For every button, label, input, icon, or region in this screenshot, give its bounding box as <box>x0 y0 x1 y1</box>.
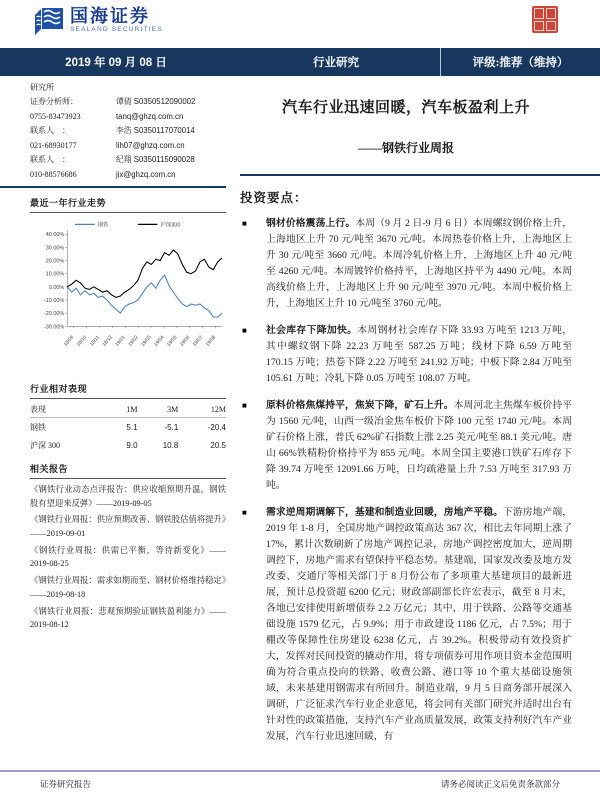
table-row <box>30 418 226 437</box>
bullet-body: 本周（9 月 2 日-9 月 6 日）本周螺纹钢价格上升，上海地区上升 70 元/吨至 3670 元/吨。本周热卷价格上升，上海地区上升 30 元/吨至 3660 元/吨。本周冷轧价格上升，上海地区上升 40 元/吨至 4260 元/吨。本周镀锌价格持平，上海地区持平为 4490 元/吨。本周高线价格上升，上海地区上升 90 元/吨至 3970 元/吨。本周中板价格上升，上海地区上升 10 元/吨至 3760 元/吨。 <box>266 218 572 309</box>
main-content <box>240 80 572 756</box>
contact-label: 证券分析师： <box>30 97 78 106</box>
contact-phone: 021-68930177 <box>30 140 77 150</box>
svg-text:20.00%: 20.00% <box>45 258 65 265</box>
bullet-text <box>266 398 572 494</box>
svg-text:19/02: 19/02 <box>128 335 140 348</box>
cell-value: 5.1 <box>126 422 138 432</box>
contact-email: jix@ghzq.com.cn <box>116 169 176 179</box>
cell-value: 20.5 <box>210 440 226 450</box>
report-type: 行业研究 <box>313 57 359 69</box>
bullet-item <box>240 216 572 312</box>
analyst-name-id: 谭倩 S0350512090002 <box>116 97 196 106</box>
svg-text:18/11: 18/11 <box>89 335 102 348</box>
bullet-item <box>240 505 572 745</box>
sealand-wave-logo-icon <box>34 7 64 42</box>
col-header: 1M <box>108 401 137 418</box>
svg-text:-30.00%: -30.00% <box>43 324 65 331</box>
table-header-row <box>30 401 226 418</box>
svg-text:18/12: 18/12 <box>102 335 114 348</box>
bullet-text <box>266 323 572 387</box>
table-row <box>30 436 226 454</box>
bullet-body: 下游房地产端，2019 年 1-8 月，全国房地产调控政策高达 367 次，相比去年同期上涨了 17%，累计次数刷新了房地产调控记录，房地产调控密度加大，逆周期调控下，房地产需求有望保持平稳态势。基建端，国家发改委及地方发改委、交通厅等相关部门于 8 月份公布了多项重大基建项目的最新进展，预计总投资超 6200 亿元；财政部副部长许宏表示，截至 8 月末，各地已安排使用新增债券 2.2 万亿元；其中，用于铁路、公路等交通基础设施 1579 亿元，占 9.9%；用于市政建设 1186 亿元，占 7.5%；用于棚改等保障性住房建设 6238 亿元，占 39.2%。积极带动有效投资扩大，发挥对民间投资的撬动作用，将专项债券可用作项目资本金范围明确为符合重点投向的铁路、收费公路、港口等 10 个重大基础设施领域，未来基建用钢需求有所回升。制造业端，9 月 5 日商务部开展深入调研，广泛征求汽车行业企业意见，将会同有关部门研究并适时出台有针对性的政策措施，支持汽车产业高质量发展，政策支持利好汽车产业发展，汽车行业迅速回暖，有 <box>266 507 573 742</box>
bullet-square-icon: ■ <box>242 219 247 228</box>
contact-row <box>30 168 226 183</box>
svg-text:19/01: 19/01 <box>115 335 127 348</box>
header-bar <box>0 48 600 76</box>
bullet-lead: 需求逆周期调解下，基建和制造业回暖，房地产平稳。 <box>266 507 503 518</box>
analyst-name-id: 纪翔 S0350115090028 <box>116 155 195 164</box>
brand-name-cn: 国海证券 <box>70 6 150 26</box>
contact-row <box>30 153 226 168</box>
column-gap <box>226 80 240 756</box>
report-list-item: 《钢铁行业周报：供需已平衡，等待新变化》——2019-08-25 <box>30 545 226 569</box>
bullet-lead: 社会库存下降加快。 <box>266 325 358 336</box>
svg-text:30.00%: 30.00% <box>45 245 65 252</box>
svg-text:40.00%: 40.00% <box>45 232 65 239</box>
brand-logo <box>34 7 163 42</box>
report-list-item: 《钢铁行业周报：需求如期而至、钢材价格维持稳定》——2019-08-18 <box>30 576 226 599</box>
bullet-square-icon: ■ <box>242 401 247 410</box>
page-title: 汽车行业迅速回暖，汽车板盈利上升 <box>281 100 530 116</box>
svg-text:19/07: 19/07 <box>192 335 205 348</box>
contact-label: 联系人 ： <box>30 155 70 164</box>
report-date: 2019 年 09 月 08 日 <box>65 57 167 69</box>
cell-value: -5.1 <box>164 422 179 432</box>
sidebar <box>30 80 226 756</box>
trend-chart <box>30 217 226 369</box>
reports-section-title: 相关报告 <box>30 464 69 474</box>
sidebar-navy-rule <box>0 186 226 188</box>
title-navy-rule <box>240 174 600 176</box>
svg-text:-10.00%: -10.00% <box>43 297 65 304</box>
svg-text:19/08: 19/08 <box>205 335 218 348</box>
contact-email: tanq@ghzq.com.cn <box>116 111 184 121</box>
svg-text:沪深300: 沪深300 <box>160 222 181 229</box>
section-rule <box>30 478 226 479</box>
contact-email: lih07@ghzq.com.cn <box>116 140 185 150</box>
contact-row <box>30 139 226 154</box>
svg-text:19/05: 19/05 <box>166 335 179 348</box>
brand-name-en: SEALAND SECURITIES <box>70 25 163 33</box>
contact-row <box>30 124 226 139</box>
page-subtitle: ——钢铁行业周报 <box>357 141 454 155</box>
contact-row <box>30 110 226 125</box>
perf-section-title: 行业相对表现 <box>30 384 88 394</box>
bullet-text <box>266 216 572 312</box>
analyst-name-id: 李浩 S0350117070014 <box>116 126 195 135</box>
bullet-item <box>240 398 572 494</box>
page-footer <box>0 770 600 800</box>
report-list-item: 《钢铁行业动态点评报告：供应收缩预期升温，钢铁股有望迎来反弹》——2019-09-05 <box>30 485 226 508</box>
svg-text:19/06: 19/06 <box>179 335 192 348</box>
bullet-text <box>266 505 572 745</box>
institute-label: 研究所 <box>30 83 54 92</box>
bullet-square-icon: ■ <box>242 326 247 335</box>
svg-text:钢铁: 钢铁 <box>97 222 109 229</box>
brand-name <box>70 7 163 33</box>
red-seal-icon <box>532 6 558 33</box>
footer-left-label: 证券研究报告 <box>40 778 92 789</box>
contact-phone: 010-88576686 <box>30 169 77 179</box>
row-label: 钢铁 <box>30 422 46 432</box>
report-list-item: 《钢铁行业周报：悲观预期验证钢铁盈利能力》——2019-08-12 <box>30 606 226 630</box>
section-rule <box>30 212 226 213</box>
svg-text:18/10: 18/10 <box>76 335 89 348</box>
chart-section-title: 最近一年行业走势 <box>30 198 107 208</box>
svg-text:19/04: 19/04 <box>153 335 166 348</box>
col-header: 12M <box>178 401 226 418</box>
section-rule <box>30 398 226 399</box>
investment-highlights-heading: 投资要点： <box>240 191 308 205</box>
contact-phone: 0755-83473923 <box>30 111 81 121</box>
cell-value: 9.0 <box>126 440 138 450</box>
relative-performance-table <box>30 401 226 454</box>
bullet-square-icon: ■ <box>242 508 247 517</box>
related-reports-list <box>30 483 226 632</box>
contact-label: 联系人 ： <box>30 126 70 135</box>
bullet-lead: 原料价格焦煤持平，焦炭下降，矿石上升。 <box>266 400 454 411</box>
bullet-lead: 钢材价格震荡上行。 <box>266 218 356 229</box>
svg-text:10.00%: 10.00% <box>45 271 65 278</box>
svg-text:-20.00%: -20.00% <box>43 311 65 318</box>
cell-value: -20.4 <box>207 422 226 432</box>
col-header: 表现 <box>30 401 108 418</box>
bullet-body: 本周河北主焦煤车板价持平为 1560 元/吨，山西一级冶金焦车板价下降 100 元至 1740 元/吨。本周矿石价格上涨，普氏 62%矿石指数上涨 2.25 美元/吨至 88.1 美元/吨。唐山 66%铁精粉价格持平为 855 元/吨。本周全国主要港口铁矿石库存下降 39.74 万吨至 12091.66 万吨，日均疏港量上升 7.53 万吨至 317.93 万吨。 <box>266 400 573 491</box>
cell-value: 10.8 <box>162 440 179 450</box>
svg-text:18/09: 18/09 <box>63 335 76 348</box>
row-label: 沪深 300 <box>30 440 60 450</box>
bullet-body: 本周钢材社会库存下降 33.93 万吨至 1213 万吨，其中螺纹钢下降 22.23 万吨至 587.25 万吨；线材下降 6.59 万吨至 170.15 万吨；热卷下降 2.22 万吨至 241.92 万吨；中板下降 2.84 万吨至 105.61 万吨；冷轧下降 0.05 万吨至 108.07 万吨。 <box>266 325 573 384</box>
bullet-item <box>240 323 572 387</box>
contact-row <box>30 95 226 110</box>
svg-text:0.00%: 0.00% <box>48 284 65 291</box>
col-header: 3M <box>138 401 179 418</box>
report-list-item: 《钢铁行业周报：供应预期改善、钢铁股估值将提升》——2019-09-01 <box>30 515 226 539</box>
contact-block <box>30 95 226 182</box>
bullet-list <box>240 216 572 745</box>
svg-text:19/03: 19/03 <box>140 335 153 348</box>
trend-chart-container <box>30 217 226 374</box>
footer-disclaimer: 请务必阅读正文后免责条款部分 <box>440 778 560 789</box>
report-header <box>0 0 600 48</box>
rating-badge: 评级:推荐（维持） <box>472 57 569 69</box>
